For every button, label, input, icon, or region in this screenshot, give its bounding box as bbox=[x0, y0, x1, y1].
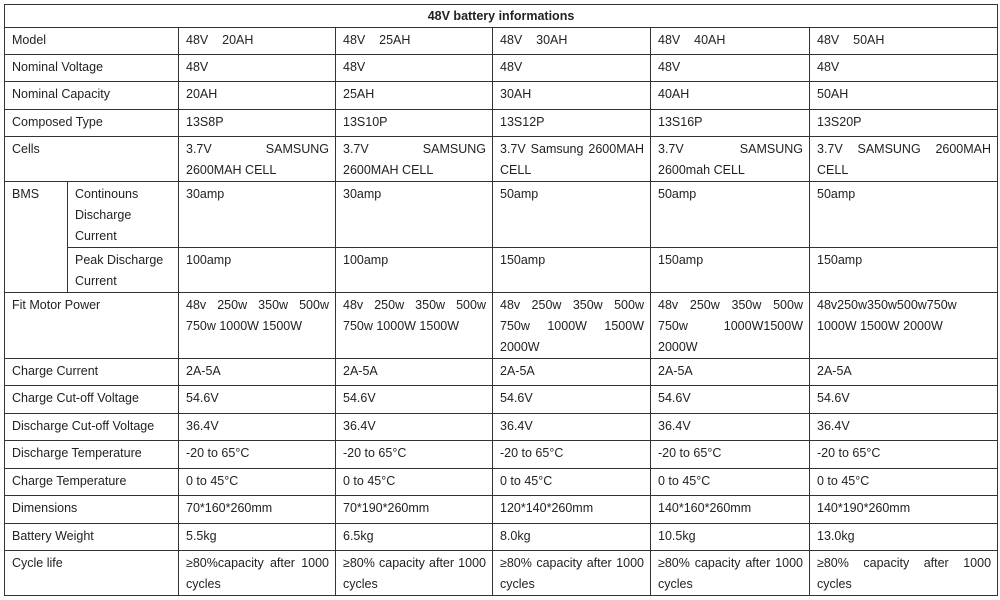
table-cell: 48v 250w 350w 500w 750w 1000W 1500W bbox=[336, 293, 493, 359]
table-cell: 0 to 45°C bbox=[651, 469, 810, 496]
bms-sub-label: Peak Discharge Current bbox=[68, 248, 179, 293]
table-cell: 140*190*260mm bbox=[810, 496, 998, 524]
row-label: Charge Current bbox=[5, 359, 179, 386]
table-cell: 5.5kg bbox=[179, 524, 336, 551]
table-cell: 48V bbox=[336, 55, 493, 82]
table-cell: 0 to 45°C bbox=[179, 469, 336, 496]
table-cell: 50AH bbox=[810, 82, 998, 110]
row-label: Nominal Voltage bbox=[5, 55, 179, 82]
table-cell: 30AH bbox=[493, 82, 651, 110]
row-label: Charge Temperature bbox=[5, 469, 179, 496]
table-cell: 48v 250w 350w 500w 750w 1000W 1500W 2000W bbox=[493, 293, 651, 359]
table-cell: ≥80% capacity after 1000 cycles bbox=[651, 551, 810, 596]
table-row bbox=[5, 137, 998, 182]
table-row bbox=[5, 441, 998, 469]
row-label: Model bbox=[5, 28, 179, 55]
table-cell: 50amp bbox=[493, 182, 651, 248]
bms-continuous-row bbox=[5, 182, 998, 248]
table-title: 48V battery informations bbox=[5, 5, 998, 28]
row-label: Dimensions bbox=[5, 496, 179, 524]
table-cell: 13S10P bbox=[336, 110, 493, 137]
bms-peak-row bbox=[5, 248, 998, 293]
table-cell: ≥80%capacity after 1000 cycles bbox=[179, 551, 336, 596]
table-row bbox=[5, 55, 998, 82]
table-cell: 13.0kg bbox=[810, 524, 998, 551]
table-cell: 48V bbox=[810, 55, 998, 82]
table-cell: 50amp bbox=[651, 182, 810, 248]
table-cell: ≥80% capacity after 1000 cycles bbox=[810, 551, 998, 596]
table-row bbox=[5, 386, 998, 414]
table-cell: 2A-5A bbox=[493, 359, 651, 386]
row-label: Nominal Capacity bbox=[5, 82, 179, 110]
table-cell: 48V bbox=[651, 55, 810, 82]
bms-label: BMS bbox=[5, 182, 68, 293]
table-cell: 48V bbox=[179, 55, 336, 82]
table-cell: 8.0kg bbox=[493, 524, 651, 551]
table-cell: 36.4V bbox=[179, 414, 336, 441]
table-cell: 30amp bbox=[336, 182, 493, 248]
table-cell: 30amp bbox=[179, 182, 336, 248]
battery-spec-table bbox=[4, 4, 998, 596]
table-cell: 50amp bbox=[810, 182, 998, 248]
row-label: Battery Weight bbox=[5, 524, 179, 551]
table-row bbox=[5, 293, 998, 359]
table-cell: ≥80% capacity after 1000 cycles bbox=[493, 551, 651, 596]
table-row bbox=[5, 496, 998, 524]
table-cell: 140*160*260mm bbox=[651, 496, 810, 524]
table-cell: 48v250w350w500w750w 1000W 1500W 2000W bbox=[810, 293, 998, 359]
bms-sub-label: Continouns Discharge Current bbox=[68, 182, 179, 248]
table-cell: 48V 30AH bbox=[493, 28, 651, 55]
table-cell: 0 to 45°C bbox=[336, 469, 493, 496]
row-label: Discharge Cut-off Voltage bbox=[5, 414, 179, 441]
row-label: Composed Type bbox=[5, 110, 179, 137]
row-label: Discharge Temperature bbox=[5, 441, 179, 469]
table-cell: 100amp bbox=[179, 248, 336, 293]
table-cell: 36.4V bbox=[493, 414, 651, 441]
table-row bbox=[5, 359, 998, 386]
table-cell: 48V 40AH bbox=[651, 28, 810, 55]
table-cell: 70*190*260mm bbox=[336, 496, 493, 524]
table-cell: 48V 20AH bbox=[179, 28, 336, 55]
table-cell: 100amp bbox=[336, 248, 493, 293]
row-label: Cycle life bbox=[5, 551, 179, 596]
row-label: Fit Motor Power bbox=[5, 293, 179, 359]
table-row bbox=[5, 414, 998, 441]
table-row bbox=[5, 524, 998, 551]
table-cell: 48v 250w 350w 500w 750w 1000W 1500W bbox=[179, 293, 336, 359]
table-cell: 3.7V SAMSUNG 2600mah CELL bbox=[651, 137, 810, 182]
table-cell: 0 to 45°C bbox=[810, 469, 998, 496]
table-cell: -20 to 65°C bbox=[336, 441, 493, 469]
table-cell: 2A-5A bbox=[336, 359, 493, 386]
table-cell: -20 to 65°C bbox=[810, 441, 998, 469]
table-cell: 36.4V bbox=[651, 414, 810, 441]
table-cell: 13S20P bbox=[810, 110, 998, 137]
table-cell: 36.4V bbox=[810, 414, 998, 441]
table-cell: -20 to 65°C bbox=[179, 441, 336, 469]
table-cell: 54.6V bbox=[336, 386, 493, 414]
table-cell: 40AH bbox=[651, 82, 810, 110]
table-cell: 48V bbox=[493, 55, 651, 82]
table-cell: 6.5kg bbox=[336, 524, 493, 551]
table-cell: 25AH bbox=[336, 82, 493, 110]
table-cell: 2A-5A bbox=[810, 359, 998, 386]
table-cell: 54.6V bbox=[810, 386, 998, 414]
table-cell: ≥80% capacity after 1000 cycles bbox=[336, 551, 493, 596]
row-label: Cells bbox=[5, 137, 179, 182]
title-row bbox=[5, 5, 998, 28]
table-cell: 36.4V bbox=[336, 414, 493, 441]
table-cell: 3.7V Samsung 2600MAH CELL bbox=[493, 137, 651, 182]
table-cell: 3.7V SAMSUNG 2600MAH CELL bbox=[810, 137, 998, 182]
table-cell: 3.7V SAMSUNG 2600MAH CELL bbox=[336, 137, 493, 182]
table-cell: 54.6V bbox=[179, 386, 336, 414]
table-cell: 48V 50AH bbox=[810, 28, 998, 55]
table-cell: 54.6V bbox=[493, 386, 651, 414]
table-cell: -20 to 65°C bbox=[493, 441, 651, 469]
table-cell: 13S12P bbox=[493, 110, 651, 137]
table-row bbox=[5, 110, 998, 137]
table-cell: 13S16P bbox=[651, 110, 810, 137]
table-cell: -20 to 65°C bbox=[651, 441, 810, 469]
table-row bbox=[5, 82, 998, 110]
table-cell: 120*140*260mm bbox=[493, 496, 651, 524]
row-label: Charge Cut-off Voltage bbox=[5, 386, 179, 414]
table-cell: 54.6V bbox=[651, 386, 810, 414]
table-cell: 150amp bbox=[651, 248, 810, 293]
table-cell: 2A-5A bbox=[179, 359, 336, 386]
table-cell: 150amp bbox=[493, 248, 651, 293]
table-row bbox=[5, 469, 998, 496]
table-cell: 3.7V SAMSUNG 2600MAH CELL bbox=[179, 137, 336, 182]
table-cell: 48v 250w 350w 500w 750w 1000W1500W 2000W bbox=[651, 293, 810, 359]
table-row bbox=[5, 551, 998, 596]
table-cell: 0 to 45°C bbox=[493, 469, 651, 496]
table-row bbox=[5, 28, 998, 55]
table-cell: 48V 25AH bbox=[336, 28, 493, 55]
table-cell: 20AH bbox=[179, 82, 336, 110]
table-cell: 13S8P bbox=[179, 110, 336, 137]
table-cell: 2A-5A bbox=[651, 359, 810, 386]
table-cell: 150amp bbox=[810, 248, 998, 293]
table-cell: 10.5kg bbox=[651, 524, 810, 551]
table-cell: 70*160*260mm bbox=[179, 496, 336, 524]
